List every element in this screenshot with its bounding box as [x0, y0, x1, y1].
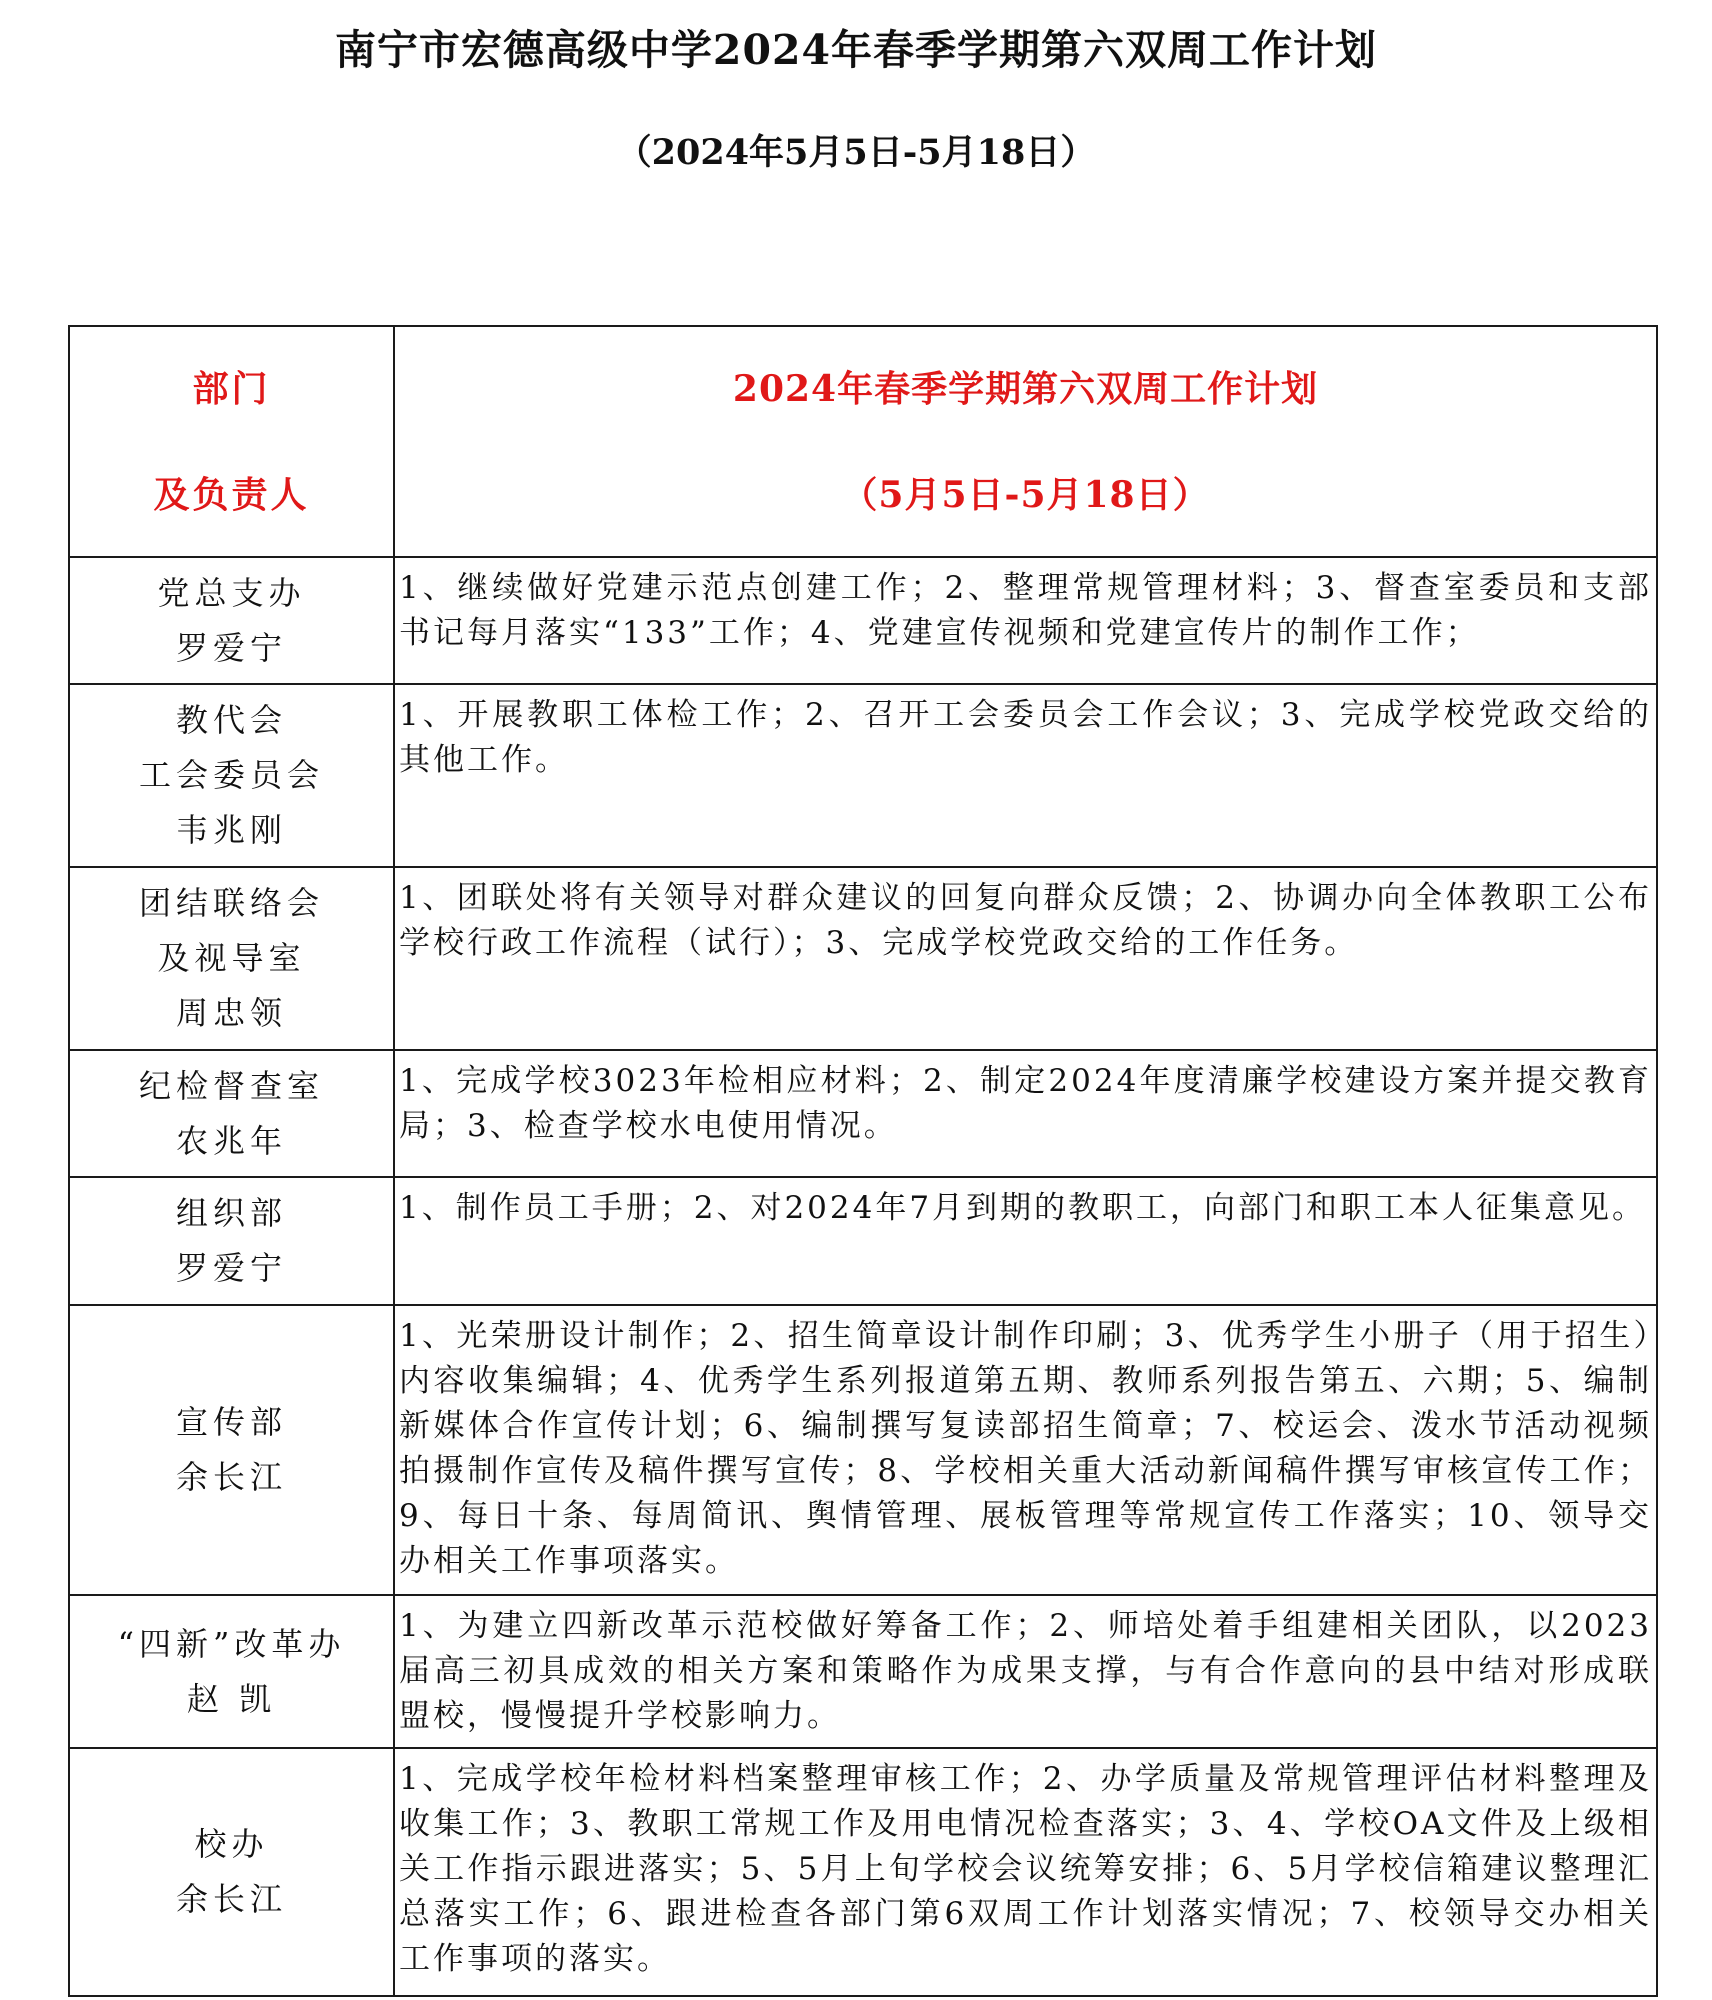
table-row — [69, 684, 1657, 867]
dept-cell — [69, 1177, 394, 1305]
plan-text: 1、制作员工手册；2、对2024年7月到期的教职工，向部门和职工本人征集意见。 — [399, 1190, 1647, 1226]
header-dept-cell — [69, 326, 394, 557]
plan-text: 1、开展教职工体检工作；2、召开工会委员会工作会议；3、完成学校党政交给的其他工作。 — [399, 697, 1652, 778]
dept-name-2: 及视导室 — [157, 939, 306, 977]
dept-name: 宣传部 — [175, 1403, 287, 1441]
table-row — [69, 1050, 1657, 1177]
table-header-row — [69, 326, 1657, 557]
dept-leader: 余长江 — [175, 1458, 287, 1496]
table-row — [69, 557, 1657, 684]
plan-cell — [394, 1177, 1657, 1305]
dept-name: “四新”改革办 — [117, 1624, 346, 1663]
dept-cell — [69, 557, 394, 684]
header-dept-line1: 部门 — [192, 367, 271, 410]
dept-cell — [69, 1305, 394, 1595]
dept-cell — [69, 1595, 394, 1748]
work-plan-table — [68, 325, 1658, 1997]
table-row — [69, 867, 1657, 1050]
header-plan-line1: 2024年春季学期第六双周工作计划 — [732, 367, 1319, 410]
plan-cell — [394, 1595, 1657, 1748]
dept-leader: 韦兆刚 — [175, 811, 287, 849]
dept-name-2: 工会委员会 — [138, 756, 324, 794]
header-plan-cell — [394, 326, 1657, 557]
dept-leader: 农兆年 — [175, 1121, 287, 1160]
plan-cell — [394, 684, 1657, 867]
table-row — [69, 1305, 1657, 1595]
plan-cell — [394, 1050, 1657, 1177]
table-row — [69, 1595, 1657, 1748]
dept-leader: 罗爱宁 — [175, 1249, 287, 1287]
plan-cell — [394, 1305, 1657, 1595]
plan-text: 1、继续做好党建示范点创建工作；2、整理常规管理材料；3、督查室委员和支部书记每月落实“133”工作；4、党建宣传视频和党建宣传片的制作工作； — [399, 570, 1652, 651]
dept-cell — [69, 867, 394, 1050]
plan-cell — [394, 867, 1657, 1050]
plan-text: 1、为建立四新改革示范校做好筹备工作；2、师培处着手组建相关团队，以2023届高三初具成效的相关方案和策略作为成果支撑，与有合作意向的县中结对形成联盟校，慢慢提升学校影响力。 — [399, 1608, 1652, 1734]
dept-leader: 周忠领 — [175, 994, 287, 1032]
dept-cell — [69, 1050, 394, 1177]
plan-text: 1、完成学校年检材料档案整理审核工作；2、办学质量及常规管理评估材料整理及收集工作；3、教职工常规工作及用电情况检查落实；3、4、学校OA文件及上级相关工作指示跟进落实；5、5月上旬学校会议统筹安排；6、5月学校信箱建议整理汇总落实工作；6、跟进检查各部门第6双周工作计划落实情况；7、校领导交办相关工作事项的落实。 — [399, 1761, 1652, 1977]
dept-leader: 余长江 — [175, 1880, 287, 1918]
plan-text: 1、光荣册设计制作；2、招生简章设计制作印刷；3、优秀学生小册子（用于招生）内容收集编辑；4、优秀学生系列报道第五期、教师系列报告第五、六期；5、编制新媒体合作宣传计划；6、编制撰写复读部招生简章；7、校运会、泼水节活动视频拍摄制作宣传及稿件撰写宣传；8、学校相关重大活动新闻稿件撰写审核宣传工作；9、每日十条、每周简讯、舆情管理、展板管理等常规宣传工作落实；10、领导交办相关工作事项落实。 — [399, 1318, 1652, 1579]
dept-name: 校办 — [194, 1825, 269, 1863]
document-title: 南宁市宏德高级中学2024年春季学期第六双周工作计划 — [334, 26, 1378, 74]
dept-name: 教代会 — [175, 701, 287, 739]
document-subtitle: （2024年5月5日-5月18日） — [616, 132, 1096, 173]
dept-leader: 罗爱宁 — [175, 628, 287, 667]
table-row — [69, 1177, 1657, 1305]
header-plan-line2: （5月5日-5月18日） — [841, 473, 1210, 516]
header-dept-line2: 及负责人 — [153, 473, 310, 516]
plan-text: 1、团联处将有关领导对群众建议的回复向群众反馈；2、协调办向全体教职工公布学校行政工作流程（试行）；3、完成学校党政交给的工作任务。 — [399, 880, 1652, 961]
dept-leader: 赵 凯 — [186, 1679, 277, 1718]
dept-name: 团结联络会 — [138, 884, 324, 922]
plan-cell — [394, 1748, 1657, 1996]
dept-name: 组织部 — [175, 1194, 287, 1232]
plan-cell — [394, 557, 1657, 684]
plan-text: 1、完成学校3023年检相应材料；2、制定2024年度清廉学校建设方案并提交教育局；3、检查学校水电使用情况。 — [399, 1063, 1652, 1144]
dept-name: 党总支办 — [157, 573, 306, 612]
table-row — [69, 1748, 1657, 1996]
dept-cell — [69, 684, 394, 867]
dept-cell — [69, 1748, 394, 1996]
dept-name: 纪检督查室 — [138, 1066, 324, 1105]
